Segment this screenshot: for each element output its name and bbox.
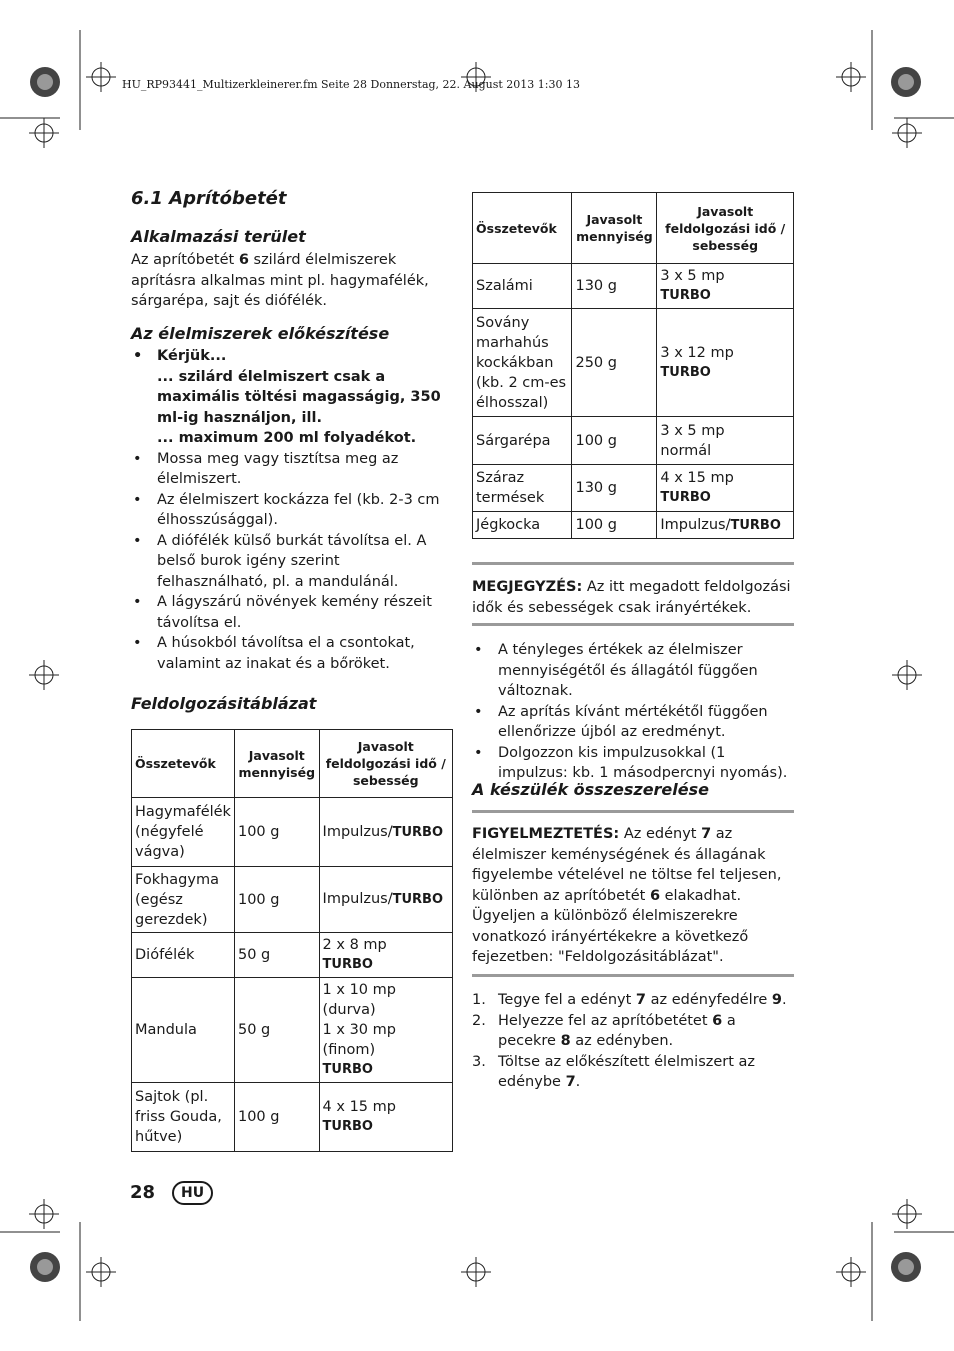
header-ingredients: Összetevők — [132, 730, 235, 798]
alkalmazas-text: Az aprítóbetét 6 szilárd élelmiszerek aprításra alkalmas mint pl. hagymafélék, sárgarépa, sajt és diófélék. — [131, 252, 429, 309]
list-item: 3. Töltse az előkészített élelmiszert az edénybe 7. — [472, 1053, 756, 1090]
osszeszereles-heading: A készülék összeszerelése — [472, 780, 709, 799]
elokeszites-heading: Az élelmiszerek előkészítése — [131, 324, 390, 343]
language-badge: HU — [172, 1181, 213, 1205]
list-item: 1. Tegye fel a edényt 7 az edényfedélre 9. — [472, 992, 787, 1008]
table-row: Sajtok (pl. friss Gouda, hűtve) 100 g 4 x 15 mp TURBO — [132, 1083, 453, 1152]
processing-table-right — [472, 192, 794, 539]
page-number: 28 — [130, 1182, 156, 1203]
megjegyzes-note: MEGJEGYZÉS: Az itt megadott feldolgozási idők és sebességek csak irányértékek. — [472, 579, 791, 616]
elokeszites-list — [131, 346, 453, 674]
table-row: Sárgarépa 100 g 3 x 5 mp normál — [473, 417, 794, 465]
table-row: Sovány marhahús kockákban (kb. 2 cm-es élhosszal) 250 g 3 x 12 mp TURBO — [473, 309, 794, 417]
header-time: Javasolt feldolgozási idő / sebesség — [319, 730, 452, 798]
header-time: Javasolt feldolgozási idő / sebesség — [657, 193, 794, 264]
header-ingredients: Összetevők — [473, 193, 572, 264]
processing-table-left — [131, 729, 453, 1152]
table-row: Száraz termések 130 g 4 x 15 mp TURBO — [473, 465, 794, 512]
list-item: • A lágyszárú növények kemény részeit távolítsa el. — [131, 592, 453, 633]
alkalmazas-heading: Alkalmazási terület — [131, 227, 306, 246]
table-row: Fokhagyma (egész gerezdek) 100 g Impulzus/TURBO — [132, 867, 453, 933]
header-quantity: Javasolt mennyiség — [572, 193, 657, 264]
divider — [472, 623, 794, 626]
list-item: • A tényleges értékek az élelmiszer mennyiségétől és állagától függően változnak. — [472, 640, 794, 702]
list-item: 2. Helyezze fel az aprítóbetétet 6 a pecekre 8 az edényben. — [472, 1012, 736, 1049]
list-item: ... szilárd élelmiszert csak a maximális töltési magasságig, 350 ml-ig használjon, ill. — [157, 368, 441, 426]
section-title: 6.1 Aprítóbetét — [131, 188, 287, 209]
list-item: • Mossa meg vagy tisztítsa meg az élelmiszert. — [131, 449, 453, 490]
divider — [472, 562, 794, 565]
header-quantity: Javasolt mennyiség — [234, 730, 319, 798]
notes-list — [472, 640, 794, 784]
list-item: ... maximum 200 ml folyadékot. — [157, 430, 417, 446]
list-item: • Kérjük... — [131, 346, 453, 367]
divider — [472, 974, 794, 977]
table-row: Diófélék 50 g 2 x 8 mp TURBO — [132, 933, 453, 978]
list-item: • A diófélék külső burkát távolítsa el. A belső burok igény szerint felhasználható, pl. a mandulánál. — [131, 531, 453, 593]
list-item: • A húsokból távolítsa el a csontokat, valamint az inakat és a bőröket. — [131, 633, 453, 674]
assembly-steps — [472, 990, 794, 1093]
list-item: • Az élelmiszert kockázza fel (kb. 2-3 cm élhosszúsággal). — [131, 490, 453, 531]
divider — [472, 810, 794, 813]
table-row: Jégkocka 100 g Impulzus/TURBO — [473, 512, 794, 539]
list-item: • Dolgozzon kis impulzusokkal (1 impulzus: kb. 1 másodpercnyi nyomás). — [472, 743, 794, 784]
table-row: Mandula 50 g 1 x 10 mp (durva) 1 x 30 mp (finom) TURBO — [132, 978, 453, 1083]
list-item: • Az aprítás kívánt mértékétől függően ellenőrizze újból az eredményt. — [472, 702, 794, 743]
warning-note: FIGYELMEZTETÉS: Az edényt 7 az élelmiszer keménységének és állagának figyelembe vételével ne töltse fel teljesen, különben az aprítóbetét 6 elakadhat. Ügyeljen a különböző élelmiszerekre vonatkozó irányértékekre a következő fejezetben: "Feldolgozásitáblázat". — [472, 826, 782, 965]
file-header: HU_RP93441_Multizerkleinerer.fm Seite 28 Donnerstag, 22. August 2013 1:30 13 — [122, 78, 580, 91]
table-row: Szalámi 130 g 3 x 5 mp TURBO — [473, 264, 794, 309]
table-heading: Feldolgozásitáblázat — [131, 694, 317, 713]
table-row: Hagymafélék (négyfelé vágva) 100 g Impulzus/TURBO — [132, 798, 453, 867]
